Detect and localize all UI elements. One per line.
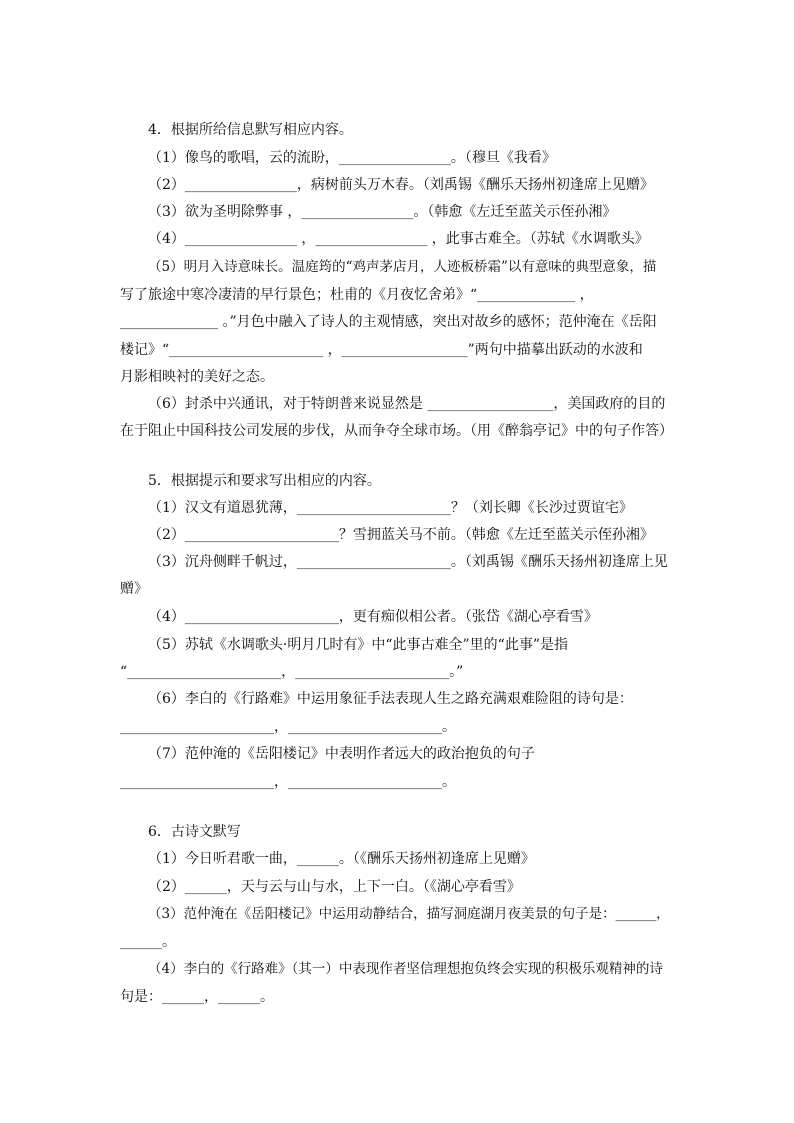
- q4-line-4: （4）________________ ，________________ ，此事古难全。（苏轼《水调歌头》: [148, 231, 649, 247]
- q5-line-6: （5）苏轼《水调歌头·明月几时有》中“此事古难全”里的“此事”是指: [148, 637, 568, 653]
- q4-line-1: （1）像鸟的歌唱，云的流盼，________________。（穆旦《我看》: [148, 150, 556, 166]
- q5-line-4: 赠》: [120, 581, 148, 597]
- q5-line-2: （2）______________________？雪拥蓝关马不前。（韩愈《左迁至蓝关示侄孙湘》: [148, 527, 654, 543]
- q4-line-11: 在于阻止中国科技公司发展的步伐，从而争夺全球市场。（用《醉翁亭记》中的句子作答）: [120, 423, 673, 439]
- q6-line-5: （4）李白的《行路难》（其一）中表现作者坚信理想抱负终会实现的积极乐观精神的诗: [148, 961, 663, 977]
- q6-line-3: （3）范仲淹在《岳阳楼记》中运用动静结合，描写洞庭湖月夜美景的句子是：______，: [148, 906, 670, 922]
- q5-line-7: “______________________，______________________。”: [120, 664, 464, 680]
- q5-heading: 5．根据提示和要求写出相应的内容。: [148, 473, 381, 489]
- q4-line-6: 写了旅途中寒冷凄清的早行景色；杜甫的《月夜忆舍弟》“______________ ，: [120, 287, 594, 303]
- q6-line-4: ______。: [120, 934, 176, 950]
- q4-line-10: （6）封杀中兴通讯，对于特朗普来说显然是 __________________，美国政府的目的: [148, 396, 666, 412]
- q5-line-9: ______________________，______________________。: [120, 719, 456, 735]
- q4-line-9: 月影相映衬的美好之态。: [120, 369, 274, 385]
- q5-line-5: （4）______________________，更有痴似相公者。（张岱《湖心亭看雪》: [148, 609, 598, 625]
- q6-line-1: （1）今日听君歌一曲，______。（《酬乐天扬州初逢席上见赠》: [148, 851, 535, 867]
- q4-line-7: ______________ 。”月色中融入了诗人的主观情感，突出对故乡的感怀；范仲淹在《岳阳: [120, 314, 657, 330]
- q4-line-8: 楼记》“______________________ ，__________________”两句中描摹出跃动的水波和: [120, 342, 643, 358]
- q5-line-3: （3）沉舟侧畔千帆过，______________________。（刘禹锡《酬乐天扬州初逢席上见: [148, 554, 668, 570]
- q5-line-8: （6）李白的《行路难》中运用象征手法表现人生之路充满艰难险阻的诗句是：: [148, 691, 633, 707]
- q6-line-2: （2）______，天与云与山与水，上下一白。（《湖心亭看雪》: [148, 879, 521, 895]
- q4-line-3: （3）欲为圣明除弊事 ，________________。（韩愈《左迁至蓝关示侄孙湘》: [148, 204, 617, 220]
- q5-line-1: （1）汉文有道恩犹薄，______________________？（刘长卿《长沙过贾谊宅》: [148, 500, 633, 516]
- q5-line-10: （7）范仲淹的《岳阳楼记》中表明作者远大的政治抱负的句子: [148, 746, 535, 762]
- q5-line-11: ______________________，______________________。: [120, 774, 456, 790]
- q4-heading: 4．根据所给信息默写相应内容。: [148, 122, 353, 138]
- q6-heading: 6．古诗文默写: [148, 824, 241, 840]
- q4-line-5: （5）明月入诗意味长。温庭筠的“鸡声茅店月，人迹板桥霜”以有意味的典型意象，描: [148, 259, 657, 275]
- q4-line-2: （2）________________，病树前头万木春。（刘禹锡《酬乐天扬州初逢席上见赠》: [148, 177, 654, 193]
- q6-line-6: 句是：______，______。: [120, 989, 274, 1005]
